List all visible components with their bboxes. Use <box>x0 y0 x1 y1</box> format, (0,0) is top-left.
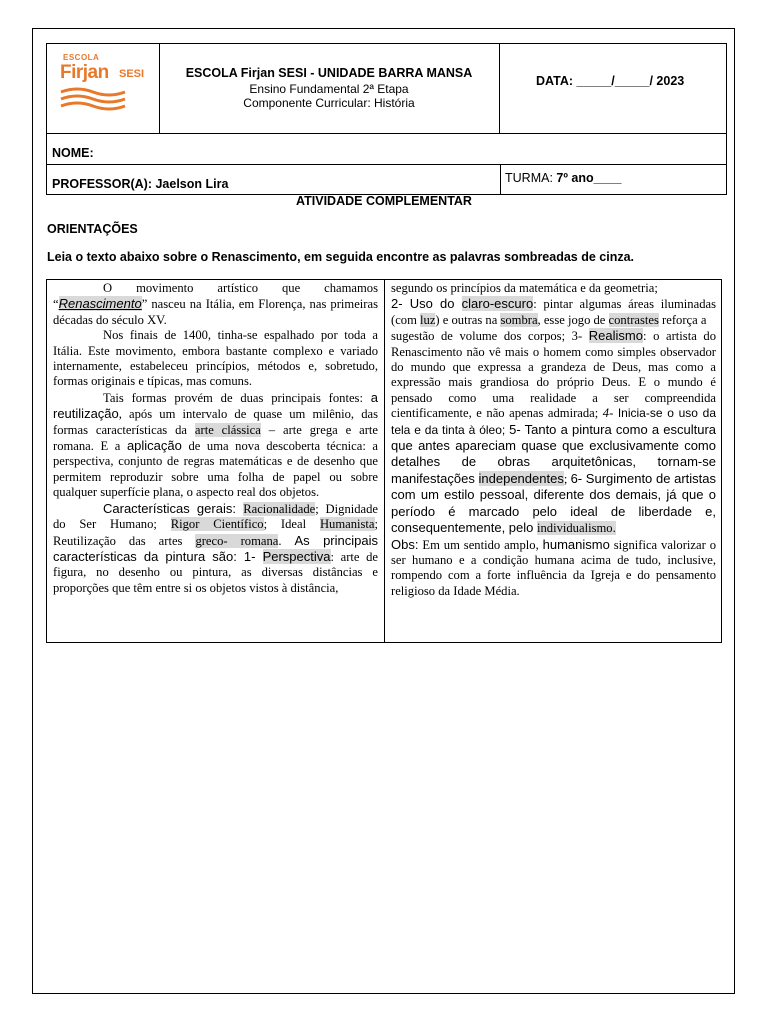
logo-cell <box>47 44 160 133</box>
logo-waves-icon <box>59 86 129 112</box>
teacher-row <box>46 165 727 195</box>
column-divider <box>384 280 385 642</box>
highlighted-word: arte clássica <box>194 422 261 437</box>
reading-text-box <box>46 279 722 643</box>
date-field: DATA: _____/_____/ 2023 <box>536 74 685 88</box>
divider <box>500 165 501 194</box>
highlighted-word: greco- romana <box>195 533 279 548</box>
orientation-title: ORIENTAÇÕES <box>47 222 138 236</box>
highlighted-word: contrastes <box>608 312 659 327</box>
logo-sesi-text: SESI <box>119 68 145 80</box>
highlighted-word: Renascimento <box>58 296 142 312</box>
logo-firjan-text: Firjan <box>60 62 109 83</box>
education-level: Ensino Fundamental 2ª Etapa <box>249 82 409 96</box>
paragraph-8: Obs: Em um sentido amplo, humanismo significa valorizar o ser humano e a condição humana acima de tudo, inclusive, rompendo com a forte influência da Igreja e do pensamento religioso da Idade Média. <box>391 536 716 598</box>
header-table <box>46 43 727 134</box>
highlighted-word: sombra <box>500 312 538 327</box>
highlighted-word: Perspectiva <box>262 548 331 564</box>
paragraph-3: Tais formas provém de duas principais fontes: a reutilização, após um intervalo de quase um milênio, das formas características da arte clássica – arte grega e arte romana. E a aplicação de uma nova descoberta técnica: a perspectiva, conjunto de regras matemáticas e de desenho que permitem reproduzir sobre uma folha de papel ou sobre qualquer superfície plana, o aspecto real dos objetos. <box>53 389 379 500</box>
class-value: 7º ano____ <box>556 171 622 185</box>
activity-title: ATIVIDADE COMPLEMENTAR <box>296 194 472 208</box>
paragraph-5: segundo os princípios da matemática e da geometria; <box>391 281 658 295</box>
teacher-label: PROFESSOR(A): Jaelson Lira <box>52 177 229 191</box>
class-label: TURMA: <box>505 171 557 185</box>
highlighted-word: Racionalidade <box>243 501 316 516</box>
left-column <box>53 281 378 596</box>
school-name: ESCOLA Firjan SESI - UNIDADE BARRA MANSA <box>185 66 473 80</box>
highlighted-word: Humanista <box>319 517 375 532</box>
highlighted-word: claro-escuro <box>461 296 534 312</box>
highlighted-word: independentes <box>478 470 564 486</box>
date-cell <box>500 44 726 133</box>
logo-escola-text: ESCOLA <box>63 53 100 62</box>
class-field <box>505 171 621 185</box>
highlighted-word: Realismo <box>588 328 643 344</box>
paragraph-4: Características gerais: Racionalidade; Dignidade do Ser Humano; Rigor Científico; Ideal Humanista; Reutilização das artes greco- romana. As principais características da pintura são: 1- Perspectiva: arte de figura, no desenho ou pintura, as diversas distâncias e proporções que têm entre si os objetos vistos à distância, <box>53 500 379 595</box>
school-info-cell <box>159 44 500 133</box>
paragraph-6: 2- Uso do claro-escuro: pintar algumas áreas iluminadas (com luz) e outras na sombra, esse jogo de contrastes reforça a <box>391 296 716 327</box>
name-row <box>46 134 727 165</box>
highlighted-word: luz <box>420 312 436 327</box>
paragraph-2: Nos finais de 1400, tinha-se espalhado por toda a Itália. Este movimento, embora bastante complexo e variado internamente, estabeleceu princípios, métodos e, sobretudo, formas originais e típicas, mas comuns. <box>53 328 378 389</box>
instructions: Leia o texto abaixo sobre o Renascimento, em seguida encontre as palavras sombreadas de cinza. <box>47 250 635 264</box>
highlighted-word: Rigor Científico <box>170 517 264 532</box>
paragraph-7: sugestão de volume dos corpos; 3- Realismo: o artista do Renascimento não vê mais o homem como simples observador do mundo que expressa a grandeza de Deus, mas como a expressão mais grandiosa do próprio Deus. E o mundo é pensado como uma realidade a ser compreendida cientificamente, e não apenas admirada; 4- Inicia-se o uso da tela e da tinta à óleo; 5- Tanto a pintura como a escultura que antes apareciam quase que exclusivamente como detalhes de obras arquitetônicas, tornam-se manifestações independentes; 6- Surgimento de artistas com um estilo pessoal, diferente dos demais, já que o período é marcado pelo ideal de liberdade e, consequentemente, pelo individualismo. <box>391 328 717 536</box>
curricular-component: Componente Curricular: História <box>243 96 415 110</box>
right-column <box>391 281 716 599</box>
name-label: NOME: <box>52 146 94 160</box>
highlighted-word: individualismo. <box>537 521 616 536</box>
paragraph-1: O movimento artístico que chamamos “Renascimento” nasceu na Itália, em Florença, nas primeiras décadas do século XV. <box>53 281 378 327</box>
